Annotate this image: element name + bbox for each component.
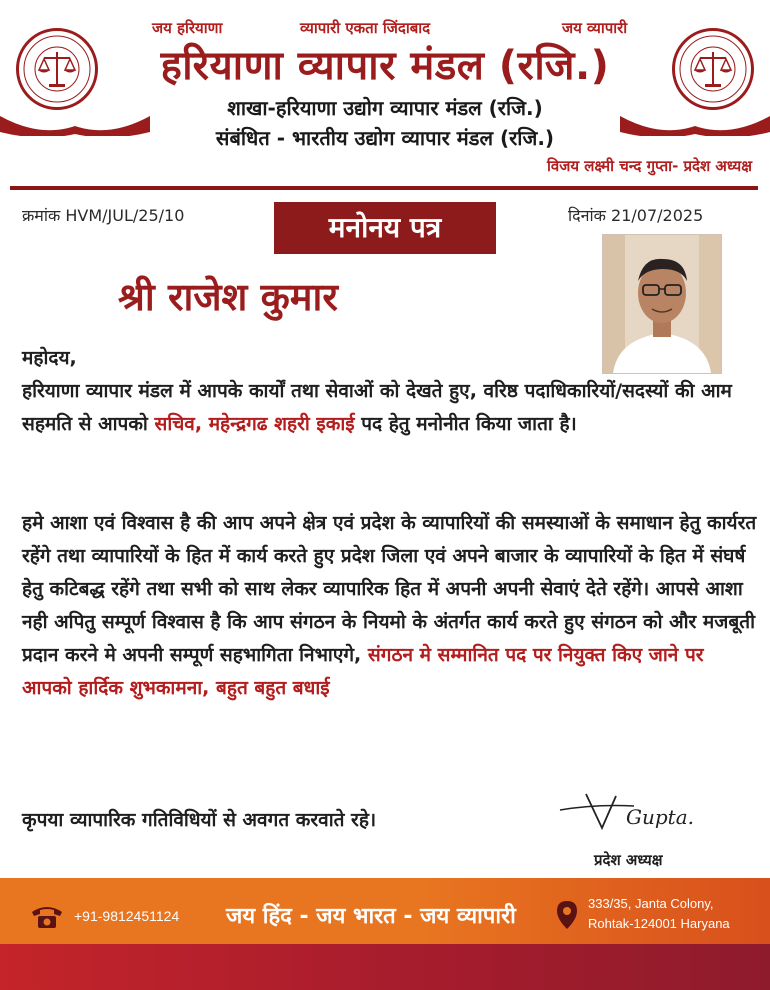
signatory-title: प्रदेश अध्यक्ष	[594, 851, 663, 869]
affiliation-line: संबंधित - भारतीय उद्योग व्यापार मंडल (रजि.)	[215, 126, 555, 150]
signature	[556, 788, 706, 842]
org-name: हरियाणा व्यापार मंडल (रजि.)	[160, 43, 610, 89]
footer	[0, 878, 770, 990]
congratulations-text: संगठन मे सम्मानित पद पर नियुक्त किए जाने पर आपको हार्दिक शुभकामना, बहुत बहुत बधाई	[22, 644, 704, 699]
president-line: विजय लक्ष्मी चन्द गुप्ता- प्रदेश अध्यक्ष	[547, 157, 752, 175]
paragraph-appointment	[22, 375, 758, 441]
letter-title-badge: मनोनय पत्र	[274, 202, 496, 254]
svg-text:Gupta.: Gupta.	[626, 805, 694, 829]
expectations-text: हमे आशा एवं विश्वास है की आप अपने क्षेत्र एवं प्रदेश के व्यापारियों की समस्याओं के समाधान हेतु कार्यरत रहेंगे तथा व्यापारियों के हित में कार्य करते हुए प्रदेश जिला एवं अपने बाजार के व्यापारियों के हित में संघर्ष हेतु कटिबद्ध रहेंगे तथा सभी को साथ लेकर व्यापारिक हित में अपनी अपनी सेवाएं देते रहेंगे। आपसे आशा नही अपितु सम्पूर्ण विश्वास है कि आप संगठन के नियमो के अंतर्गत कार्य करते हुए संगठन को और मजबूती प्रदान करने मे अपनी सम्पूर्ण सहभागिता निभाएगे,	[22, 512, 757, 666]
footer-color-band	[0, 944, 770, 990]
appointment-text-1: हरियाणा व्यापार मंडल में आपके कार्यों तथा सेवाओं को देखते हुए, वरिष्ठ पदाधिकारियों/सदस्यों की आम सहमति से आपको	[22, 380, 732, 435]
appointment-text-2: पद हेतु मनोनीत किया जाता है।	[354, 413, 577, 435]
slogan-center: व्यापारी एकता जिंदाबाद	[300, 19, 431, 37]
telephone-icon	[30, 902, 64, 930]
reference-number: क्रमांक HVM/JUL/25/10	[22, 206, 185, 225]
closing-request: कृपया व्यापारिक गतिविधियों से अवगत करवाते रहे।	[22, 809, 377, 831]
footer-slogan: जय हिंद - जय भारत - जय व्यापारी	[226, 904, 516, 929]
header-divider	[10, 186, 758, 190]
appointment-post: सचिव, महेन्द्रगढ शहरी इकाई	[154, 413, 355, 435]
address-line-1: 333/35, Janta Colony,	[588, 896, 714, 911]
location-pin-icon	[556, 900, 578, 930]
paragraph-expectations	[22, 507, 758, 705]
salutation: महोदय,	[22, 347, 77, 369]
recipient-name: श्री राजेश कुमार	[118, 275, 338, 319]
slogan-left: जय हरियाणा	[152, 19, 223, 37]
address-line-2: Rohtak-124001 Haryana	[588, 916, 730, 931]
slogan-right: जय व्यापारी	[562, 19, 628, 37]
phone-number[interactable]: +91-9812451124	[74, 908, 180, 924]
address	[588, 894, 730, 934]
letter-date: दिनांक 21/07/2025	[568, 206, 704, 225]
branch-line: शाखा-हरियाणा उद्योग व्यापार मंडल (रजि.)	[227, 96, 543, 120]
